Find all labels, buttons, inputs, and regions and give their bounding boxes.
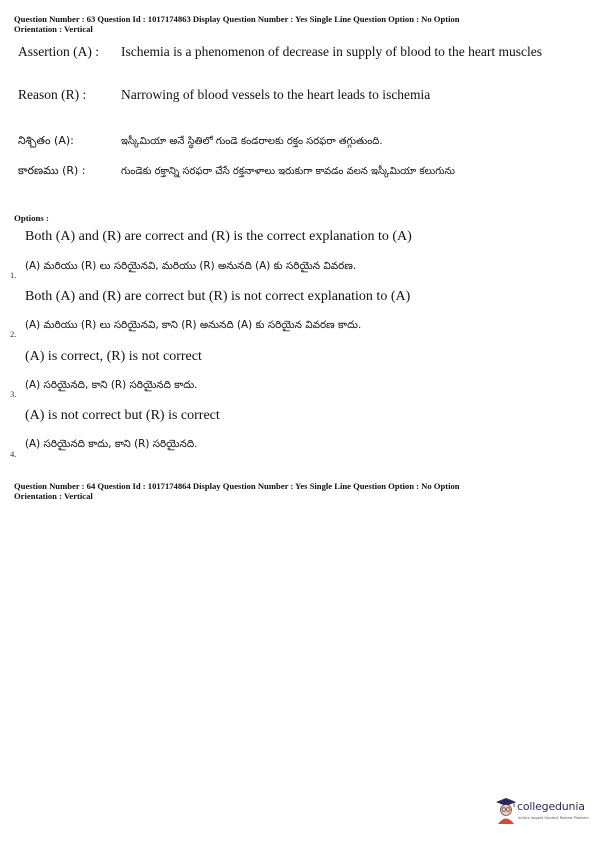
- option-1-telugu: (A) మరియు (R) లు సరియైనవి, మరియు (R) అనునది (A) కు సరియైన వివరణ.: [25, 260, 357, 272]
- option-2-number: 2.: [10, 329, 17, 339]
- reason-label: Reason (R) :: [18, 87, 87, 102]
- option-3-english: (A) is correct, (R) is not correct: [25, 349, 202, 364]
- option-3-telugu: (A) సరియైనది, కాని (R) సరియైనది కాదు.: [25, 379, 198, 391]
- question-64-meta: [14, 481, 584, 501]
- option-4-english: (A) is not correct but (R) is correct: [25, 408, 220, 423]
- question-63-meta-line2: Orientation : Vertical: [14, 24, 93, 34]
- telugu-assertion-label: నిశ్చితం (A):: [18, 134, 74, 147]
- option-2-english: Both (A) and (R) are correct but (R) is not correct explanation to (A): [25, 289, 411, 304]
- assertion-text: Ischemia is a phenomenon of decrease in supply of blood to the heart muscles: [121, 44, 543, 59]
- question-64-meta-line2: Orientation : Vertical: [14, 491, 93, 501]
- question-63-meta: [14, 14, 584, 34]
- student-mascot-icon: [495, 797, 517, 825]
- option-3-number: 3.: [10, 389, 17, 399]
- options-label: Options :: [14, 213, 49, 223]
- telugu-reason-text: గుండెకు రక్తాన్ని సరఫరా చేసే రక్తనాళాలు ఇరుకుగా కావడం వలన ఇస్కీమియా కలుగును: [121, 166, 455, 177]
- option-1-english: Both (A) and (R) are correct and (R) is the correct explanation to (A): [25, 229, 412, 244]
- option-1-number: 1.: [10, 270, 17, 280]
- logo-name: collegedunia: [517, 800, 585, 813]
- telugu-reason-label: కారణము (R) :: [18, 164, 86, 177]
- question-63-meta-line1: Question Number : 63 Question Id : 1017174863 Display Question Number : Yes Single Line Question Option : No Option: [14, 14, 460, 24]
- reason-text: Narrowing of blood vessels to the heart leads to ischemia: [121, 87, 431, 102]
- collegedunia-logo: [495, 795, 590, 829]
- logo-tagline: India's largest Student Review Platform: [518, 816, 589, 820]
- telugu-assertion-text: ఇస్కీమియా అనే స్థితిలో గుండె కండరాలకు రక్తం సరఫరా తగ్గుతుంది.: [121, 136, 383, 147]
- option-4-telugu: (A) సరియైనది కాదు, కాని (R) సరియైనది.: [25, 438, 198, 450]
- question-64-meta-line1: Question Number : 64 Question Id : 1017174864 Display Question Number : Yes Single Line Question Option : No Option: [14, 481, 460, 491]
- assertion-label: Assertion (A) :: [18, 44, 99, 59]
- option-4-number: 4.: [10, 449, 17, 459]
- option-2-telugu: (A) మరియు (R) లు సరియైనవి, కాని (R) అనునది (A) కు సరియైన వివరణ కాదు.: [25, 319, 362, 331]
